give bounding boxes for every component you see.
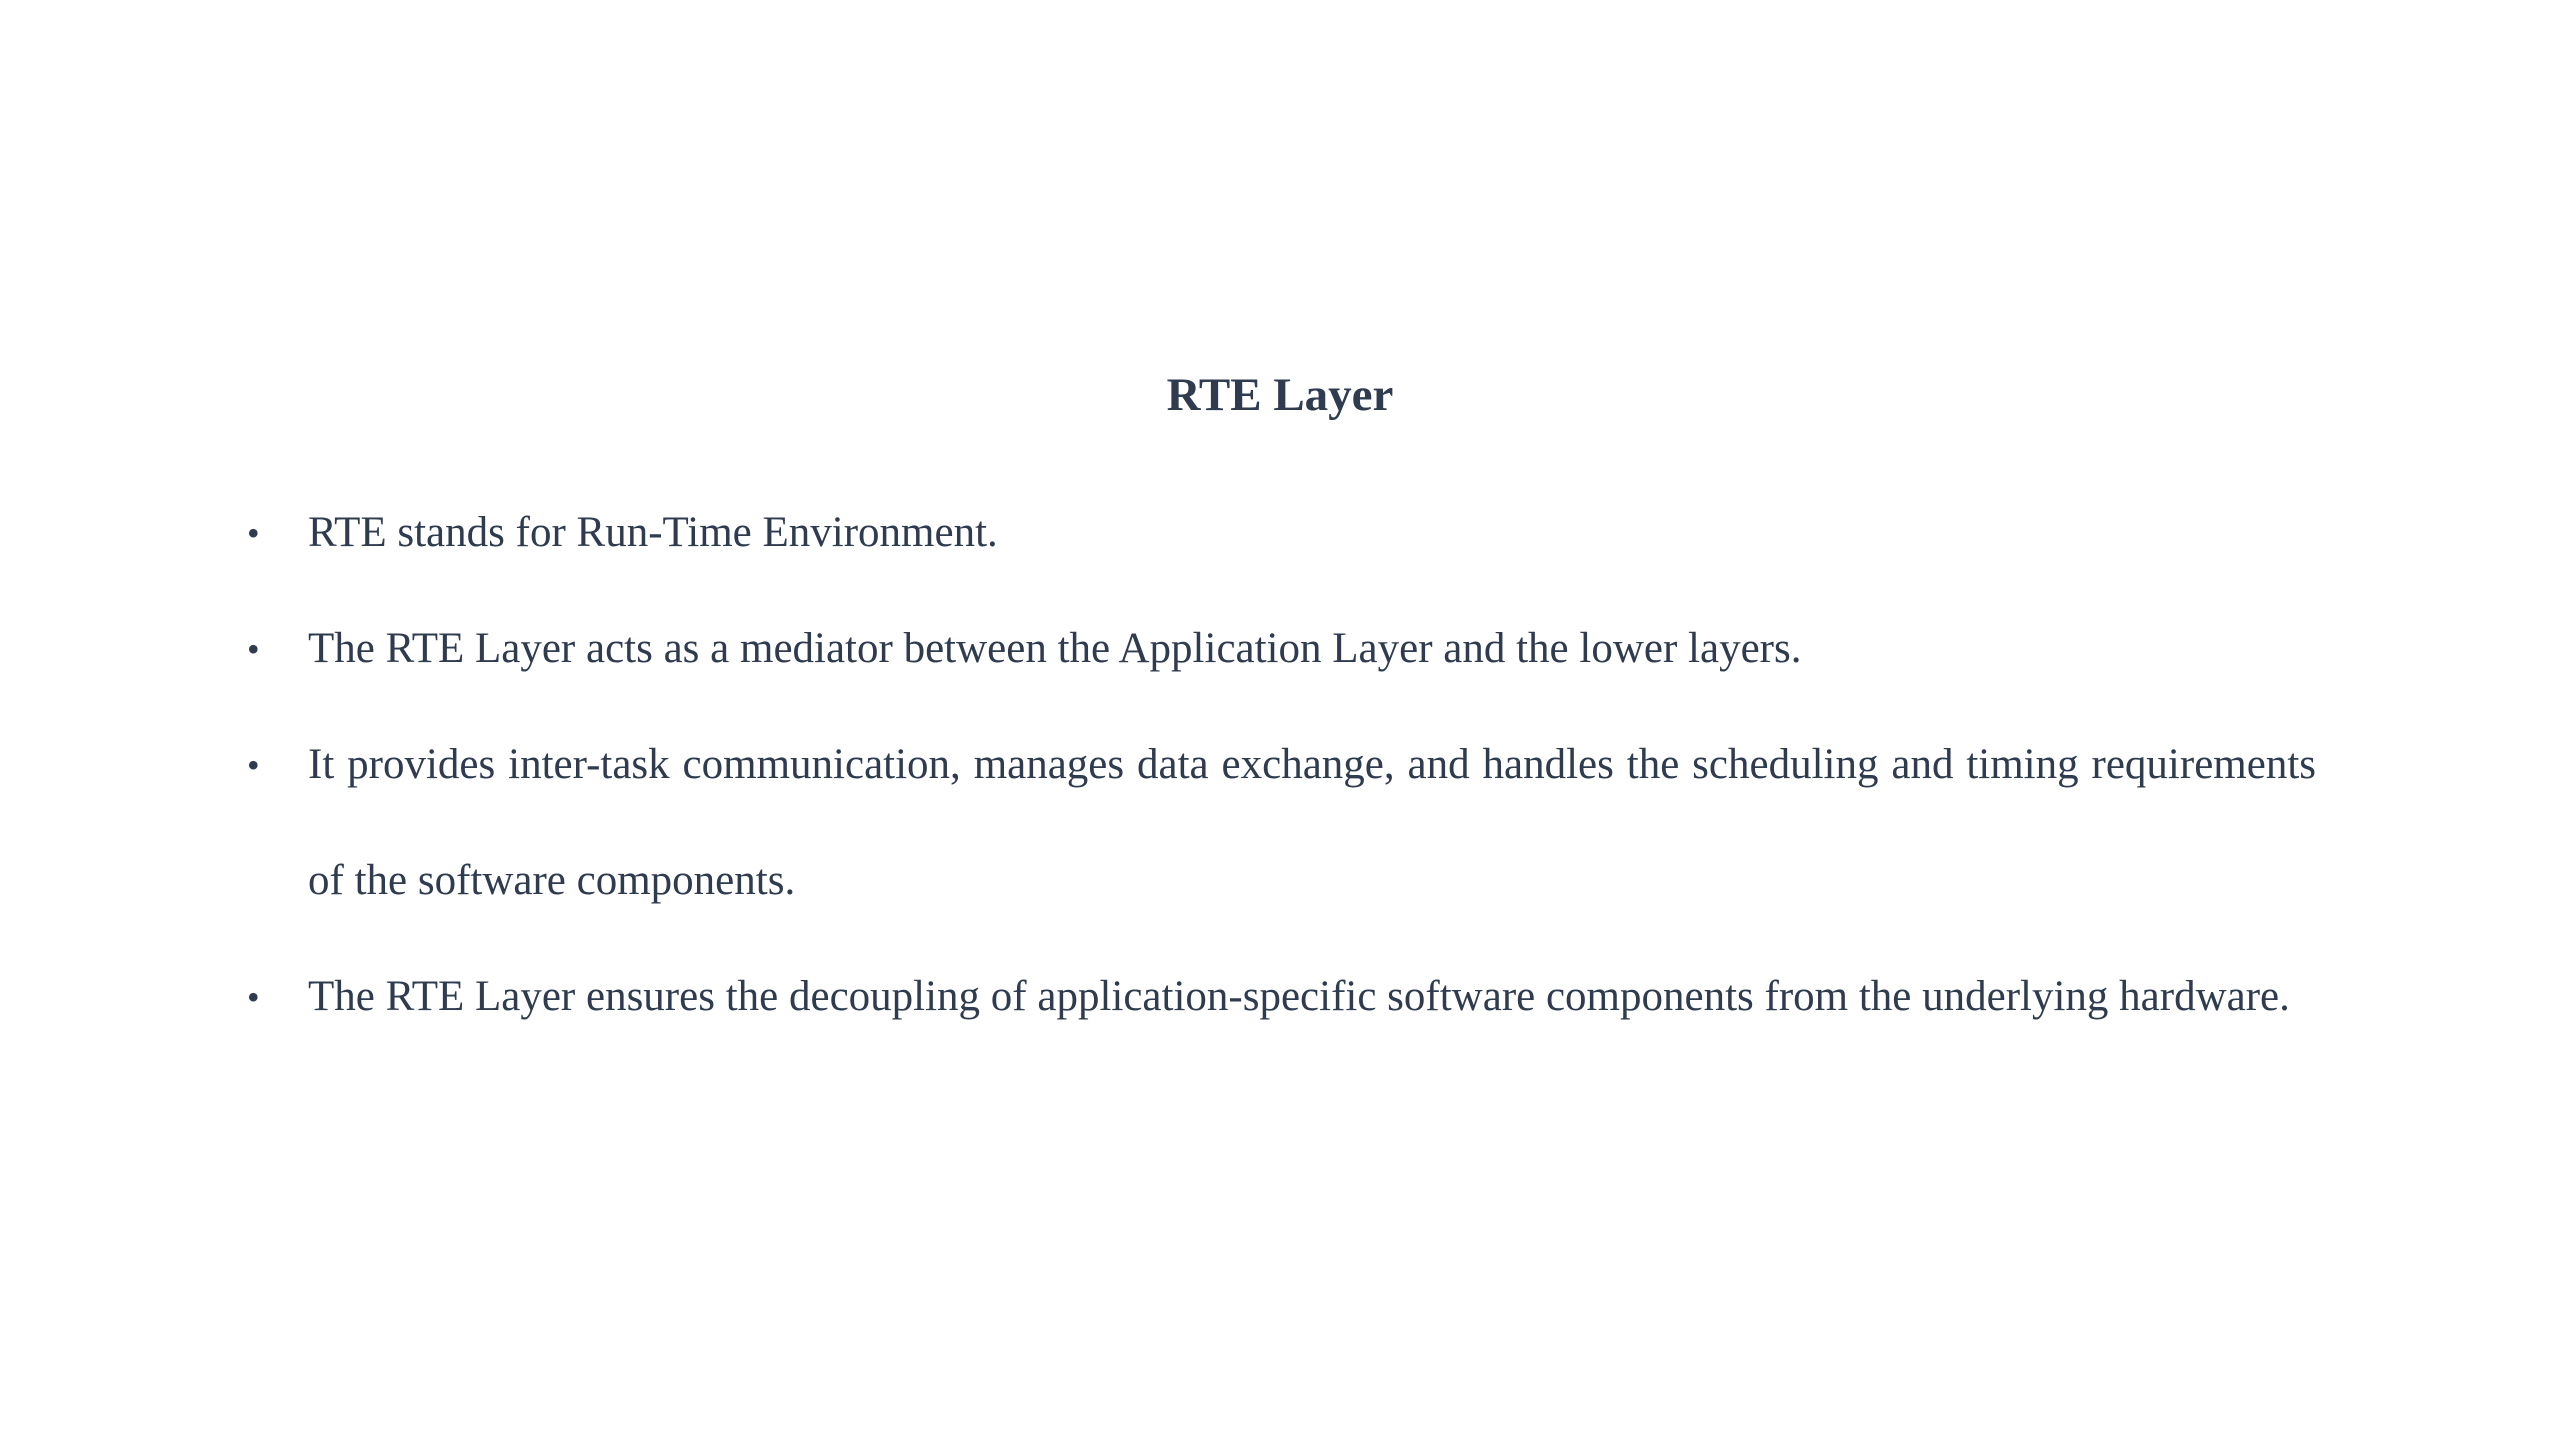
bullet-item [247,591,2316,707]
bullet-text: It provides inter-task communication, manages data exchange, and handles the scheduling and timing requirements of the software components. [308,741,2316,904]
bullet-icon: • [247,629,260,669]
bullet-text: The RTE Layer ensures the decoupling of application-specific software components from the underlying hardware. [308,973,2290,1020]
bullet-text: The RTE Layer acts as a mediator between the Application Layer and the lower layers. [308,625,1802,672]
slide-title: RTE Layer [1166,369,1394,421]
bullet-list [247,475,2316,1055]
bullet-item [247,707,2316,939]
bullet-item [247,939,2316,1055]
bullet-icon: • [247,977,260,1017]
bullet-icon: • [247,513,260,553]
bullet-text: RTE stands for Run-Time Environment. [308,509,998,556]
bullet-icon: • [247,745,260,785]
bullet-item [247,475,2316,591]
